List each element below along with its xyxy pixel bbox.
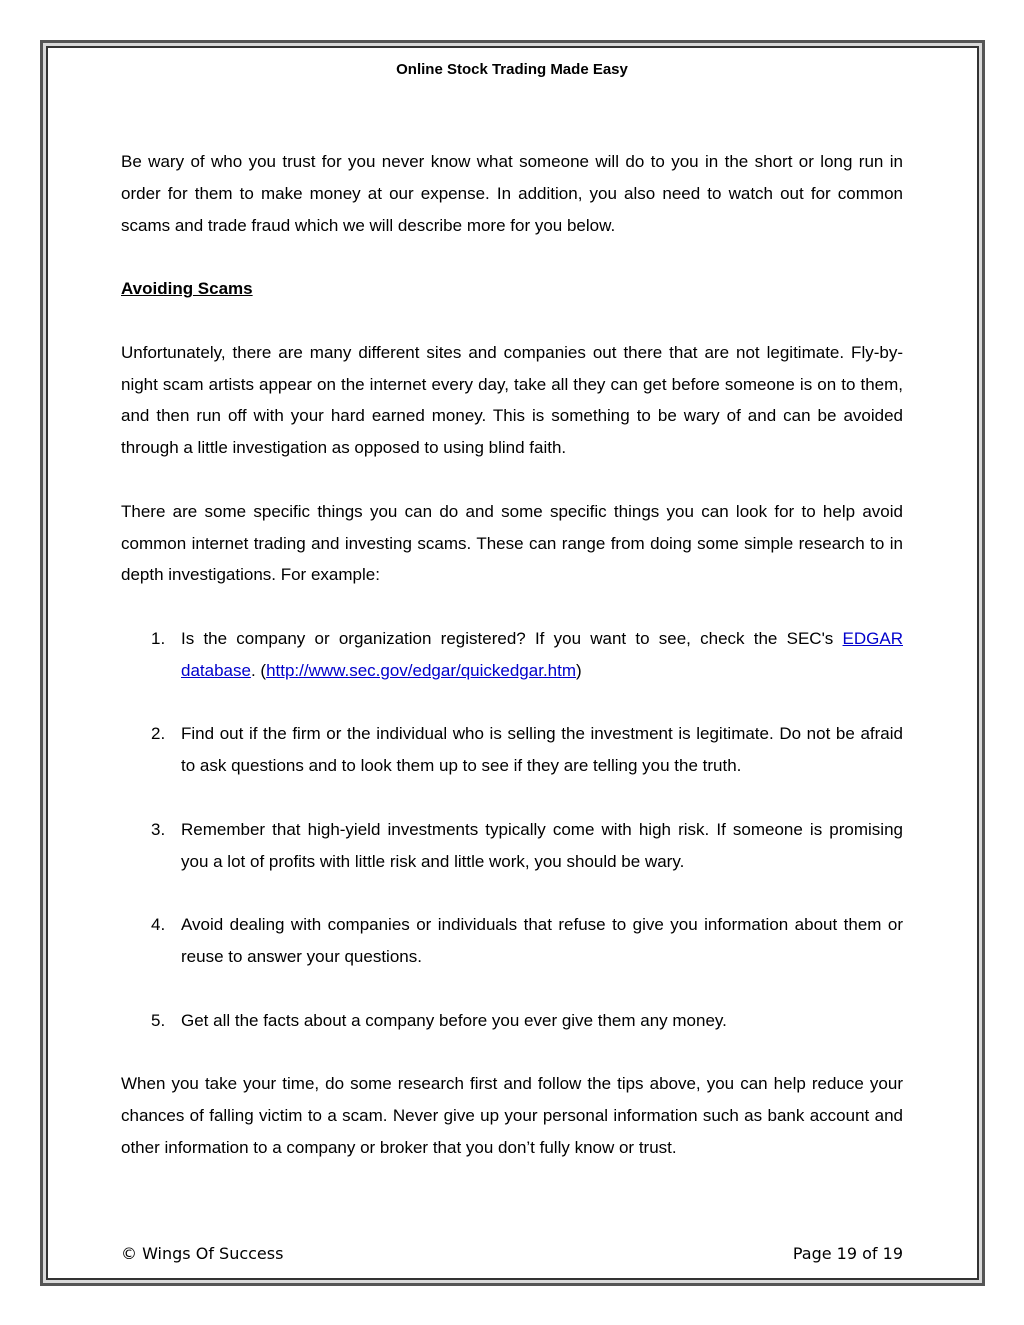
list-item-text: Remember that high-yield investments typically come with high risk. If someone is promising you a lot of profits with little risk and little work, you should be wary. — [181, 819, 903, 871]
conclusion-paragraph: When you take your time, do some research first and follow the tips above, you can help reduce your chances of falling victim to a scam. Never give up your personal information such as bank account and other information to a company or broker that you don’t fully know or trust. — [121, 1074, 903, 1157]
list-item-text: Find out if the firm or the individual who is selling the investment is legitimate. Do not be afraid to ask questions and to look them up to see if they are telling you the truth. — [181, 724, 903, 776]
list-item — [121, 814, 903, 878]
list-item-text: ) — [576, 660, 582, 680]
list-item — [121, 1005, 903, 1037]
list-item-text: Is the company or organization registered? If you want to see, check the SEC's — [181, 628, 843, 648]
footer-page-number: Page 19 of 19 — [792, 1244, 903, 1263]
tips-list — [121, 623, 903, 1036]
page-header-title: Online Stock Trading Made Easy — [396, 61, 628, 78]
edgar-database-link[interactable]: EDGAR database — [181, 628, 903, 680]
list-item — [121, 623, 903, 687]
list-item-number: 1. — [151, 628, 166, 648]
list-item-number: 3. — [151, 819, 166, 839]
list-item-number: 5. — [151, 1010, 166, 1030]
section-heading: Avoiding Scams — [121, 279, 253, 299]
intro-paragraph: Be wary of who you trust for you never know what someone will do to you in the short or long run in order for them to make money at our expense. In addition, you also need to watch out for common scams and trade fraud which we will describe more for you below. — [121, 152, 903, 235]
list-item-text: Get all the facts about a company before you ever give them any money. — [181, 1010, 727, 1030]
list-item-number: 2. — [151, 724, 166, 744]
list-item-text: . ( — [250, 660, 267, 680]
scams-paragraph: Unfortunately, there are many different sites and companies out there that are not legitimate. Fly-by-night scam artists appear on the internet every day, take all they can get before someone is on to them, and then run off with your hard earned money. This is something to be wary of and can be avoided through a little investigation as opposed to using blind faith. — [121, 342, 903, 458]
list-item-number: 4. — [151, 915, 166, 935]
list-item — [121, 909, 903, 973]
document-body — [121, 146, 903, 1195]
footer-copyright: © Wings Of Success — [121, 1244, 284, 1263]
list-item — [121, 718, 903, 782]
sec-url-link[interactable]: http://www.sec.gov/edgar/quickedgar.htm — [266, 660, 577, 680]
tips-intro-paragraph: There are some specific things you can do and some specific things you can look for to help avoid common internet trading and investing scams. These can range from doing some simple research to in depth investigations. For example: — [121, 501, 903, 585]
list-item-text: Avoid dealing with companies or individuals that refuse to give you information about them or reuse to answer your questions. — [181, 915, 903, 966]
